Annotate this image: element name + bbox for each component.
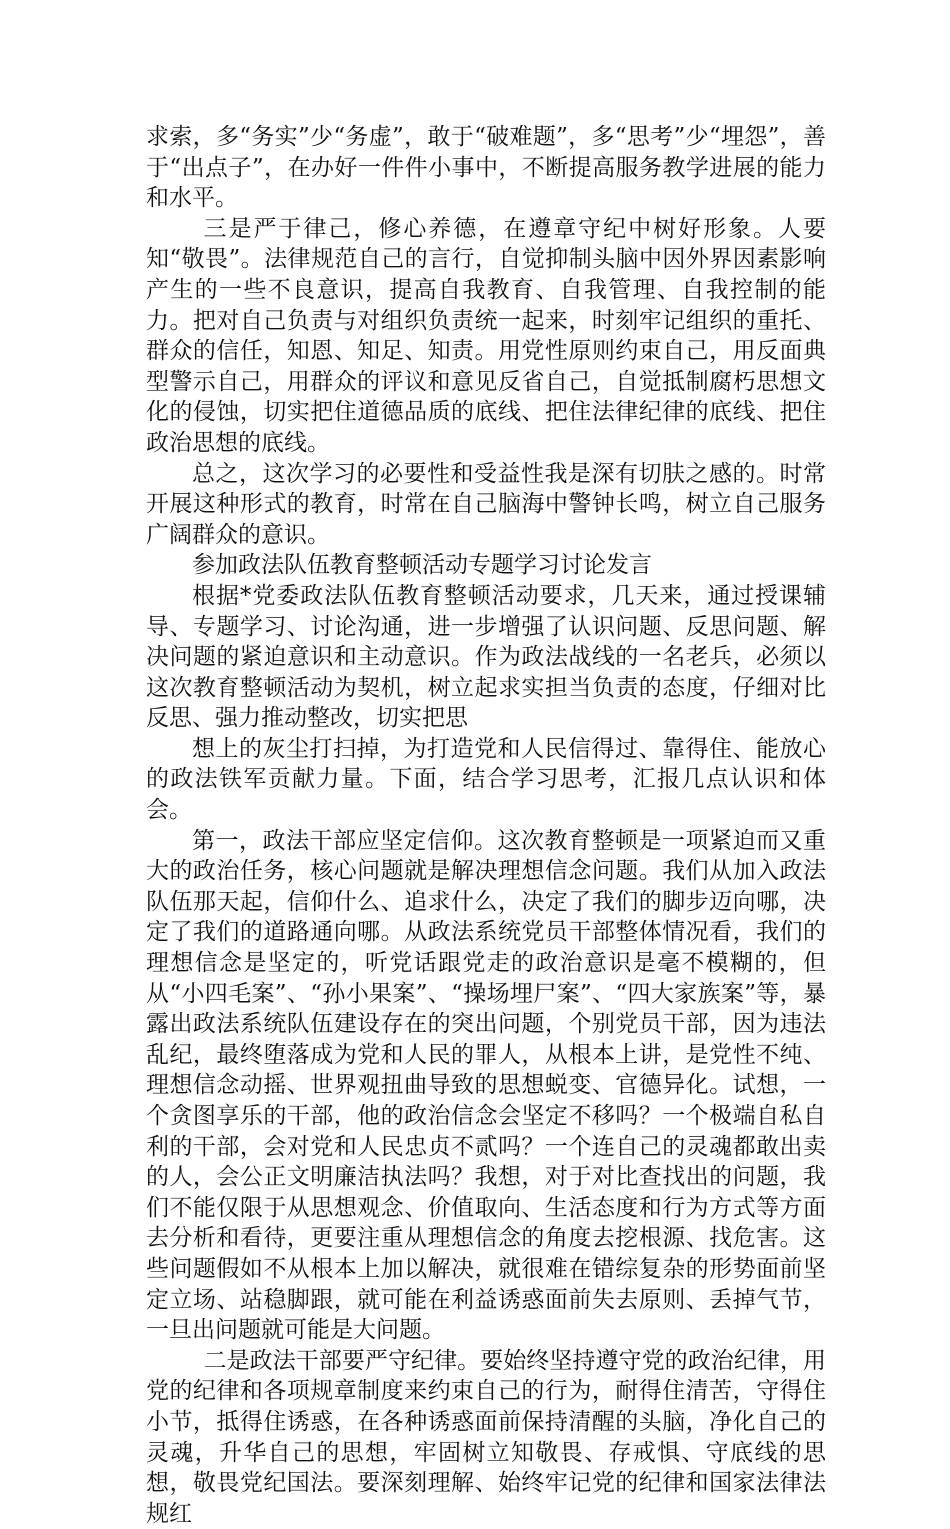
document-body: [146, 122, 826, 1529]
paragraph-intro: 根据*党委政法队伍教育整顿活动要求，几天来，通过授课辅导、专题学习、讨论沟通，进一步增强了认识问题、反思问题、解决问题的紧迫意识和主动意识。作为政法战线的一名老兵，必须以这次教育整顿活动为契机，树立起求实担当负责的态度，仔细对比反思、强力推动整改，切实把思: [146, 582, 826, 732]
paragraph-self-discipline: 三是严于律己，修心养德，在遵章守纪中树好形象。人要知“敬畏”。法律规范自己的言行，自觉抑制头脑中因外界因素影响产生的一些不良意识，提高自我教育、自我管理、自我控制的能力。把对自己负责与对组织负责统一起来，时刻牢记组织的重托、群众的信任，知恩、知足、知责。用党性原则约束自己，用反面典型警示自己，用群众的评议和意见反省自己，自觉抵制腐朽思想文化的侵蚀，切实把住道德品质的底线、把住法律纪律的底线、把住政治思想的底线。: [146, 215, 826, 456]
paragraph-continuation: 求索，多“务实”少“务虚”，敢于“破难题”，多“思考”少“埋怨”，善于“出点子”，在办好一件件小事中，不断提高服务教学进展的能力和水平。: [146, 124, 826, 212]
paragraph-first-point: 第一，政法干部应坚定信仰。这次教育整顿是一项紧迫而又重大的政治任务，核心问题就是解决理想信念问题。我们从加入政法队伍那天起，信仰什么、追求什么，决定了我们的脚步迈向哪，决定了我们的道路通向哪。从政法系统党员干部整体情况看，我们的理想信念是坚定的，听党话跟党走的政治意识是毫不模糊的，但从“小四毛案”、“孙小果案”、“操场埋尸案”、“四大家族案”等，暴露出政法系统队伍建设存在的突出问题，个别党员干部，因为违法乱纪，最终堕落成为党和人民的罪人，从根本上讲，是党性不纯、理想信念动摇、世界观扭曲导致的思想蜕变、官德异化。试想，一个贪图享乐的干部，他的政治信念会坚定不移吗？一个极端自私自利的干部，会对党和人民忠贞不贰吗？一个连自己的灵魂都敢出卖的人，会公正文明廉洁执法吗？我想，对于对比查找出的问题，我们不能仅限于从思想观念、价值取向、生活态度和行为方式等方面去分析和看待，更要注重从理想信念的角度去挖根源、找危害。这些问题假如不从根本上加以解决，就很难在错综复杂的形势面前坚定立场、站稳脚跟，就可能在利益诱惑面前失去原则、丢掉气节，一旦出问题就可能是大问题。: [146, 827, 826, 1344]
paragraph-intro-continued: 想上的灰尘打扫掉，为打造党和人民信得过、靠得住、能放心的政法铁军贡献力量。下面，结合学习思考，汇报几点认识和体会。: [146, 735, 826, 824]
section-title: 参加政法队伍教育整顿活动专题学习讨论发言: [192, 552, 652, 579]
paragraph-summary: 总之，这次学习的必要性和受益性我是深有切肤之感的。时常开展这种形式的教育，时常在自己脑海中警钟长鸣，树立自己服务广阔群众的意识。: [146, 460, 826, 548]
paragraph-second-point: 二是政法干部要严守纪律。要始终坚持遵守党的政治纪律，用党的纪律和各项规章制度来约束自己的行为，耐得住清苦，守得住小节，抵得住诱惑，在各种诱惑面前保持清醒的头脑，净化自己的灵魂，升华自己的思想，牢固树立知敬畏、存戒惧、守底线的思想，敬畏党纪国法。要深刻理解、始终牢记党的纪律和国家法律法规红: [146, 1347, 826, 1527]
